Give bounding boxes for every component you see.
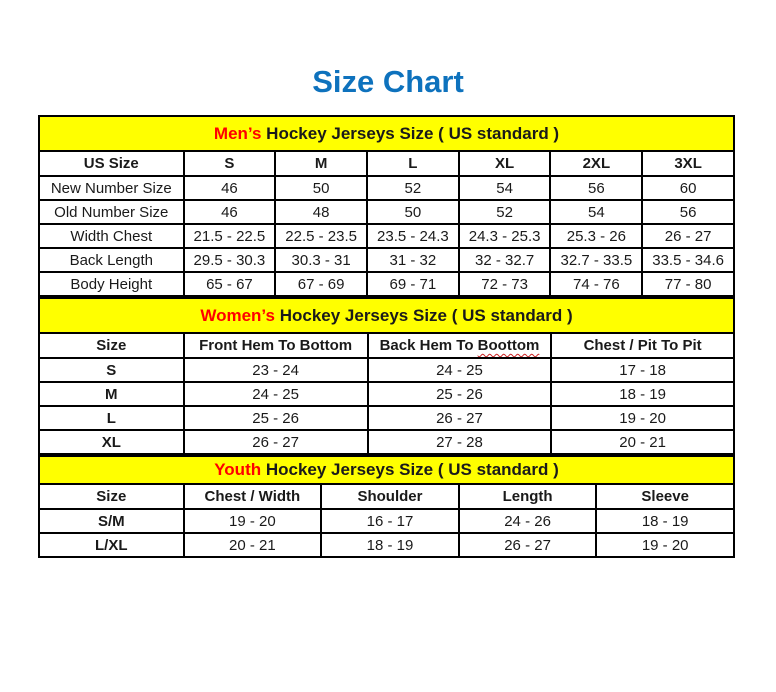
row-label: M xyxy=(39,382,184,406)
cell: 77 - 80 xyxy=(642,272,734,296)
youth-col-chest-width: Chest / Width xyxy=(184,484,322,509)
cell: 24.3 - 25.3 xyxy=(459,224,551,248)
cell: 16 - 17 xyxy=(321,509,459,533)
womens-col-front-hem: Front Hem To Bottom xyxy=(184,333,368,358)
cell: 52 xyxy=(459,200,551,224)
cell: 56 xyxy=(550,176,642,200)
row-label: L xyxy=(39,406,184,430)
cell: 20 - 21 xyxy=(551,430,734,454)
cell: 23 - 24 xyxy=(184,358,368,382)
youth-section-title xyxy=(39,456,734,484)
cell: 60 xyxy=(642,176,734,200)
mens-col-xl: XL xyxy=(459,151,551,176)
mens-header-row xyxy=(39,151,734,176)
cell: 19 - 20 xyxy=(551,406,734,430)
cell: 23.5 - 24.3 xyxy=(367,224,459,248)
cell: 54 xyxy=(550,200,642,224)
cell: 26 - 27 xyxy=(368,406,551,430)
cell: 50 xyxy=(367,200,459,224)
table-row xyxy=(39,248,734,272)
cell: 69 - 71 xyxy=(367,272,459,296)
mens-col-s: S xyxy=(184,151,276,176)
womens-col-back-hem xyxy=(368,333,551,358)
mens-size-table xyxy=(38,115,735,297)
cell: 24 - 25 xyxy=(368,358,551,382)
womens-section-title-rest: Hockey Jerseys Size ( US standard ) xyxy=(274,305,573,325)
cell: 72 - 73 xyxy=(459,272,551,296)
youth-size-table xyxy=(38,455,735,558)
youth-col-size: Size xyxy=(39,484,184,509)
cell: 27 - 28 xyxy=(368,430,551,454)
row-label: S/M xyxy=(39,509,184,533)
youth-col-shoulder: Shoulder xyxy=(321,484,459,509)
cell: 56 xyxy=(642,200,734,224)
row-label: S xyxy=(39,358,184,382)
mens-col-3xl: 3XL xyxy=(642,151,734,176)
row-label: XL xyxy=(39,430,184,454)
cell: 48 xyxy=(275,200,367,224)
row-label: Back Length xyxy=(39,248,184,272)
womens-header-row xyxy=(39,333,734,358)
womens-section-band xyxy=(39,298,734,333)
cell: 67 - 69 xyxy=(275,272,367,296)
mens-col-m: M xyxy=(275,151,367,176)
table-row xyxy=(39,358,734,382)
table-row xyxy=(39,509,734,533)
table-row xyxy=(39,200,734,224)
womens-section-title-highlight: Women’s xyxy=(200,305,275,325)
cell: 50 xyxy=(275,176,367,200)
cell: 33.5 - 34.6 xyxy=(642,248,734,272)
cell: 29.5 - 30.3 xyxy=(184,248,276,272)
cell: 18 - 19 xyxy=(551,382,734,406)
cell: 18 - 19 xyxy=(321,533,459,557)
table-row xyxy=(39,406,734,430)
table-row xyxy=(39,272,734,296)
youth-section-band xyxy=(39,456,734,484)
cell: 18 - 19 xyxy=(596,509,734,533)
cell: 24 - 26 xyxy=(459,509,597,533)
cell: 19 - 20 xyxy=(184,509,322,533)
cell: 46 xyxy=(184,200,276,224)
mens-section-title xyxy=(39,116,734,151)
cell: 17 - 18 xyxy=(551,358,734,382)
size-chart-tables xyxy=(38,115,735,558)
youth-section-title-highlight: Youth xyxy=(214,460,262,479)
cell: 74 - 76 xyxy=(550,272,642,296)
row-label: New Number Size xyxy=(39,176,184,200)
cell: 30.3 - 31 xyxy=(275,248,367,272)
cell: 31 - 32 xyxy=(367,248,459,272)
cell: 32 - 32.7 xyxy=(459,248,551,272)
womens-col-back-hem-prefix: Back Hem To xyxy=(379,337,478,354)
mens-section-title-rest: Hockey Jerseys Size ( US standard ) xyxy=(261,123,560,143)
mens-section-title-highlight: Men’s xyxy=(213,123,262,143)
youth-col-sleeve: Sleeve xyxy=(596,484,734,509)
cell: 25 - 26 xyxy=(368,382,551,406)
row-label: Old Number Size xyxy=(39,200,184,224)
cell: 24 - 25 xyxy=(184,382,368,406)
cell: 21.5 - 22.5 xyxy=(184,224,276,248)
cell: 20 - 21 xyxy=(184,533,322,557)
table-row xyxy=(39,382,734,406)
row-label: Body Height xyxy=(39,272,184,296)
cell: 65 - 67 xyxy=(184,272,276,296)
youth-section-title-rest: Hockey Jerseys Size ( US standard ) xyxy=(261,460,559,479)
womens-size-table xyxy=(38,297,735,455)
row-label: L/XL xyxy=(39,533,184,557)
page-title: Size Chart xyxy=(312,64,464,99)
cell: 26 - 27 xyxy=(184,430,368,454)
cell: 46 xyxy=(184,176,276,200)
womens-col-chest: Chest / Pit To Pit xyxy=(551,333,734,358)
cell: 26 - 27 xyxy=(642,224,734,248)
youth-header-row xyxy=(39,484,734,509)
womens-col-size: Size xyxy=(39,333,184,358)
mens-section-band xyxy=(39,116,734,151)
womens-section-title xyxy=(39,298,734,333)
cell: 54 xyxy=(459,176,551,200)
table-row xyxy=(39,430,734,454)
cell: 25.3 - 26 xyxy=(550,224,642,248)
cell: 22.5 - 23.5 xyxy=(275,224,367,248)
womens-col-back-hem-misspelled: Boottom xyxy=(477,337,540,354)
mens-col-l: L xyxy=(367,151,459,176)
mens-col-us-size: US Size xyxy=(39,151,184,176)
mens-col-2xl: 2XL xyxy=(550,151,642,176)
table-row xyxy=(39,176,734,200)
cell: 52 xyxy=(367,176,459,200)
cell: 19 - 20 xyxy=(596,533,734,557)
row-label: Width Chest xyxy=(39,224,184,248)
table-row xyxy=(39,533,734,557)
cell: 26 - 27 xyxy=(459,533,597,557)
cell: 32.7 - 33.5 xyxy=(550,248,642,272)
cell: 25 - 26 xyxy=(184,406,368,430)
table-row xyxy=(39,224,734,248)
youth-col-length: Length xyxy=(459,484,597,509)
